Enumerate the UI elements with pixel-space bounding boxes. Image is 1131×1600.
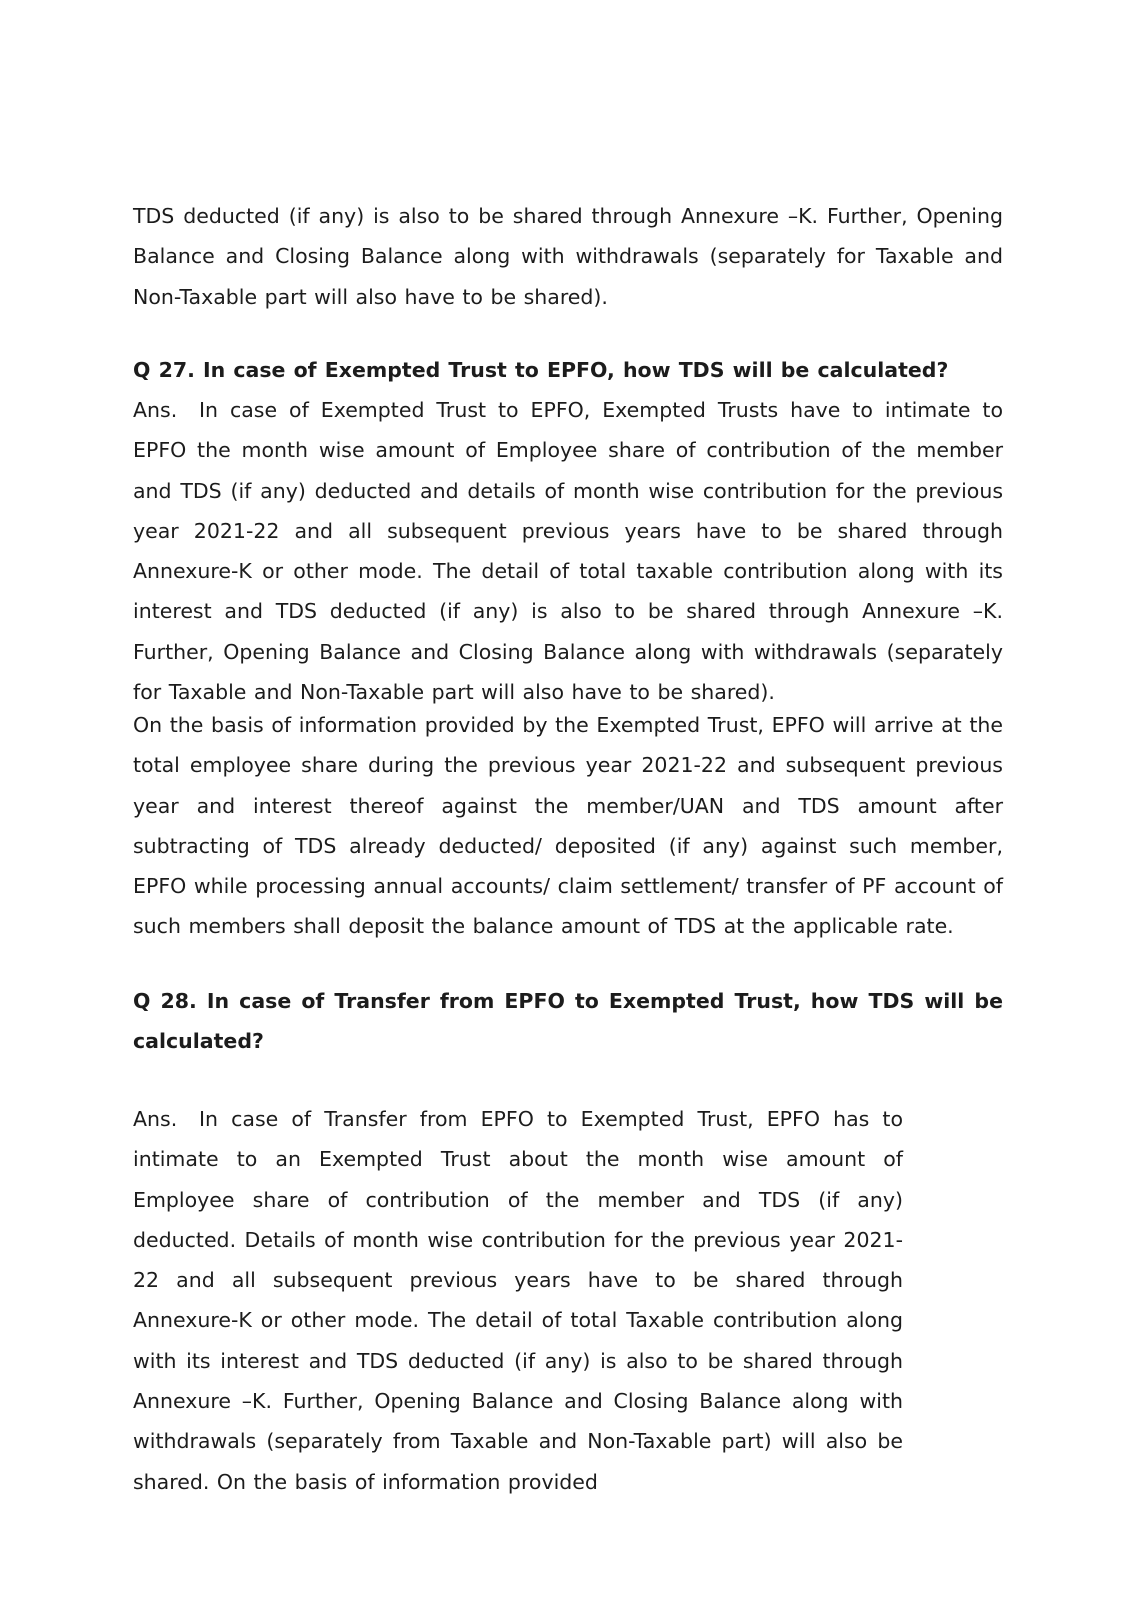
q27-answer-text: In case of Exempted Trust to EPFO, Exempted Trusts have to intimate to EPFO the month wise amount of Employee share of contribution of the member and TDS (if any) deducted and details of month wise contribution for the previous year 2021-22 and all subsequent previous years have to be shared through Annexure-K or other mode. The detail of total taxable contribution along with its interest and TDS deducted (if any) is also to be shared through Annexure –K. Further, Opening Balance and Closing Balance along with withdrawals (separately for Taxable and Non-Taxable part will also have to be shared). [133, 398, 1003, 705]
q28-heading: Q 28. In case of Transfer from EPFO to Exempted Trust, how TDS will be calculated? [133, 989, 1003, 1054]
q27-heading: Q 27. In case of Exempted Trust to EPFO, how TDS will be calculated? [133, 358, 949, 382]
q28-answer-text: In case of Transfer from EPFO to Exempted Trust, EPFO has to intimate to an Exempted Trust about the month wise amount of Employee share of contribution of the member and TDS (if any) deducted. Details of month wise contribution for the previous year 2021-22 and all subsequent previous years have to be shared through Annexure-K or other mode. The detail of total Taxable contribution along with its interest and TDS deducted (if any) is also to be shared through Annexure –K. Further, Opening Balance and Closing Balance along with withdrawals (separately from Taxable and Non-Taxable part) will also be shared. On the basis of information provided [133, 1107, 903, 1494]
q28-answer-label: Ans. [133, 1107, 178, 1131]
q28-answer [133, 1099, 903, 1502]
continuation-paragraph: TDS deducted (if any) is also to be shared through Annexure –K. Further, Opening Balance and Closing Balance along with withdrawals (separately for Taxable and Non-Taxable part will also have to be shared). [133, 204, 1003, 309]
q27-answer [133, 390, 1003, 712]
q27-answer-followup: On the basis of information provided by the Exempted Trust, EPFO will arrive at the total employee share during the previous year 2021-22 and subsequent previous year and interest thereof against the member/UAN and TDS amount after subtracting of TDS already deducted/ deposited (if any) against such member, EPFO while processing annual accounts/ claim settlement/ transfer of PF account of such members shall deposit the balance amount of TDS at the applicable rate. [133, 713, 1003, 939]
q27-answer-label: Ans. [133, 398, 178, 422]
